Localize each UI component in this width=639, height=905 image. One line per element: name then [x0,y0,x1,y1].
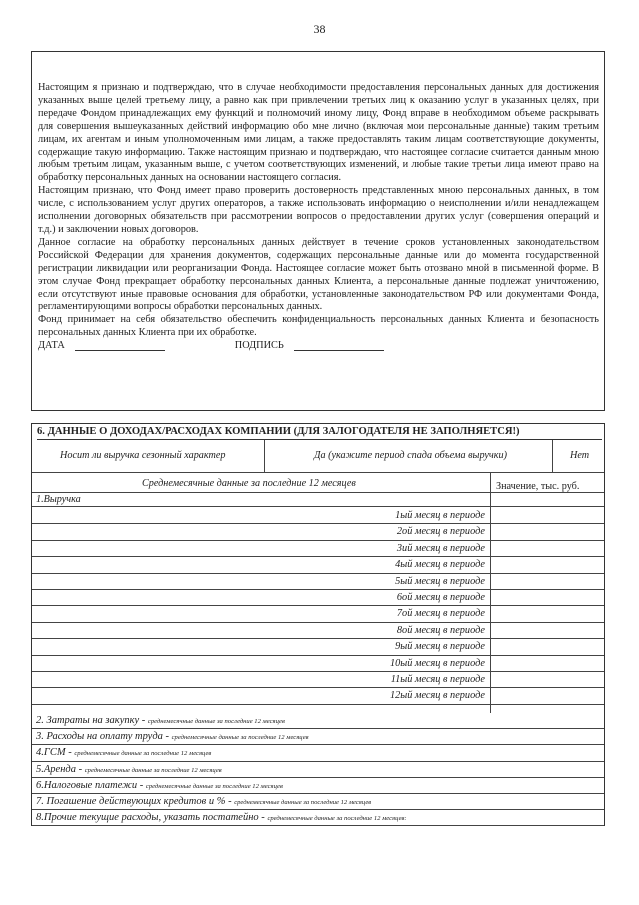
expense-note: среднемесячные данные за последние 12 месяцев [74,750,212,758]
month-label: 2ой месяц в периоде [396,526,485,538]
seasonal-yes-option[interactable]: Да (укажите период спада объема выручки) [314,450,508,461]
month-label: 6ой месяц в периоде [396,592,485,603]
seasonal-question: Носит ли выручка сезонный характер [60,450,226,461]
expense-row[interactable] [32,762,604,778]
month-row [32,606,604,622]
expense-note: среднемесячные данные за последние 12 месяцев [234,799,372,806]
month-label: 8ой месяц в периоде [396,624,485,636]
month-label: 1ый месяц в периоде [395,510,485,521]
expense-label [36,812,407,823]
month-value-cell[interactable] [491,508,604,524]
month-row [32,524,604,540]
month-value-cell[interactable] [491,606,604,622]
month-label: 5ый месяц в периоде [395,575,485,587]
revenue-label: 1.Выручка [36,494,81,505]
consent-paragraph: Данное согласие на обработку персональных данных действует в течение сроков установленных законодательством Российской Федерации для хранения документов, содержащих персональные данные или до момента государственной регистрации ликвидации или реорганизации Фонда. Настоящее согласие может быть отозвано мной в письменной форме. В этом случае Фонд прекращает обработку персональных данных Клиента, а персональные данные подлежат уничтожению, если отсутствуют иные правовые основания для обработки, установленные законодательством РФ или документами Фонда, регламентирующими вопросы обработки персональных данных. [38,236,599,313]
month-row [32,574,604,590]
expense-label [36,747,211,758]
consent-paragraph: Настоящим я признаю и подтверждаю, что в случае необходимости предоставления персональных данных для достижения указанных выше целей третьему лицу, а равно как при привлечении третьих лиц к оказанию услуг в указанных целях, при передаче Фондом принадлежащих ему функций и полномочий иному лицу, Фонд вправе в необходимом объеме раскрывать для совершения вышеуказанных действий информацию обо мне лично (включая мои персональные данные) таким третьим лицам, их агентам и иным уполномоченным ими лицам, а также предоставлять таким лицам соответствующие документы, содержащие такую информацию. Также настоящим признаю и подтверждаю, что настоящее согласие считается данным мною любым третьим лицам, указанным выше, с учетом соответствующих изменений, и любые такие третьи лица имеют право на обработку персональных данных на основании настоящего согласия. [38,82,599,184]
avg-header: Среднемесячные данные за последние 12 месяцев [142,478,356,489]
seasonal-row [32,440,604,473]
expense-row[interactable] [32,713,604,729]
month-row [32,672,604,688]
expense-label [36,731,309,742]
expense-label [36,780,283,791]
month-row [32,639,604,655]
month-label: 7ой месяц в периоде [396,608,485,620]
expense-row[interactable] [32,745,604,761]
month-row [32,541,604,557]
month-value-cell[interactable] [491,574,604,590]
month-row [32,656,604,672]
expense-title: 8.Прочие текущие расходы, указать постатейно - [36,812,268,824]
month-value-cell[interactable] [491,639,604,655]
month-value-cell[interactable] [491,656,604,672]
section-title: 6. ДАННЫЕ О ДОХОДАХ/РАСХОДАХ КОМПАНИИ (ДЛЯ ЗАЛОГОДАТЕЛЯ НЕ ЗАПОЛНЯЕТСЯ!) [37,424,602,440]
month-row [32,508,604,524]
month-label: 10ый месяц в периоде [389,657,485,669]
expense-note: среднемесячные данные за последние 12 месяцев [147,718,285,725]
expense-title: 6.Налоговые платежи - [36,779,146,791]
month-value-cell[interactable] [491,557,604,573]
consent-paragraph: Фонд принимает на себя обязательство обеспечить конфиденциальность персональных данных Клиента и безопасность персональных данных Клиента при их обработке. [38,314,599,339]
revenue-row [32,493,604,507]
expense-title: 4.ГСМ - [36,747,75,759]
month-row [32,590,604,606]
consent-paragraph: Настоящим признаю, что Фонд имеет право проверить достоверность представленных мною персональных данных, в том числе, с использованием услуг других операторов, а также использовать информацию о неисполнении и/или ненадлежащем исполнении договорных обязательств при рассмотрении вопросов о предоставлении других услуг (совершения операций и т.д.) и заключении новых договоров. [38,185,599,235]
divider [552,440,553,473]
signature-label: ПОДПИСЬ [234,340,284,352]
signature-line [38,340,599,353]
month-label: 4ый месяц в периоде [395,559,485,571]
expense-note: среднемесячные данные за последние 12 месяцев [84,766,222,774]
date-field[interactable] [75,340,165,351]
month-value-cell[interactable] [491,688,604,704]
expense-label [36,764,222,775]
month-label: 12ый месяц в периоде [389,690,485,702]
expense-row[interactable] [32,729,604,745]
expense-title: 7. Погашение действующих кредитов и % - [36,796,235,807]
divider [264,440,265,473]
month-value-cell[interactable] [491,590,604,606]
signature-field[interactable] [294,340,384,351]
month-row [32,623,604,639]
month-value-cell[interactable] [491,623,604,639]
consent-text [38,82,599,353]
expense-label [36,796,371,807]
expense-title: 5.Аренда - [36,763,85,775]
month-row [32,557,604,573]
expense-note: среднемесячные данные за последние 12 месяцев: [267,815,407,823]
expense-title: 2. Затраты на закупку - [36,715,148,726]
date-label: ДАТА [38,340,65,352]
month-value-cell[interactable] [491,524,604,540]
month-row [32,688,604,704]
month-value-cell[interactable] [491,672,604,688]
value-header: Значение, тыс. руб. [496,481,580,492]
month-label: 9ый месяц в периоде [395,641,485,653]
expense-title: 3. Расходы на оплату труда - [36,731,172,743]
table-header-row [32,473,604,493]
month-value-cell[interactable] [491,541,604,557]
month-label: 3ий месяц в периоде [396,542,485,554]
seasonal-no-option[interactable]: Нет [570,450,590,461]
expense-label [36,715,285,726]
expense-note: среднемесячные данные за последние 12 месяцев [171,734,309,742]
page-number: 38 [313,22,326,36]
month-label: 11ый месяц в периоде [390,674,485,685]
expense-note: среднемесячные данные за последние 12 месяцев [145,782,283,790]
expense-row[interactable] [32,778,604,794]
expense-row[interactable] [32,794,604,810]
value-column-divider [490,473,491,713]
expense-row[interactable] [32,810,604,826]
